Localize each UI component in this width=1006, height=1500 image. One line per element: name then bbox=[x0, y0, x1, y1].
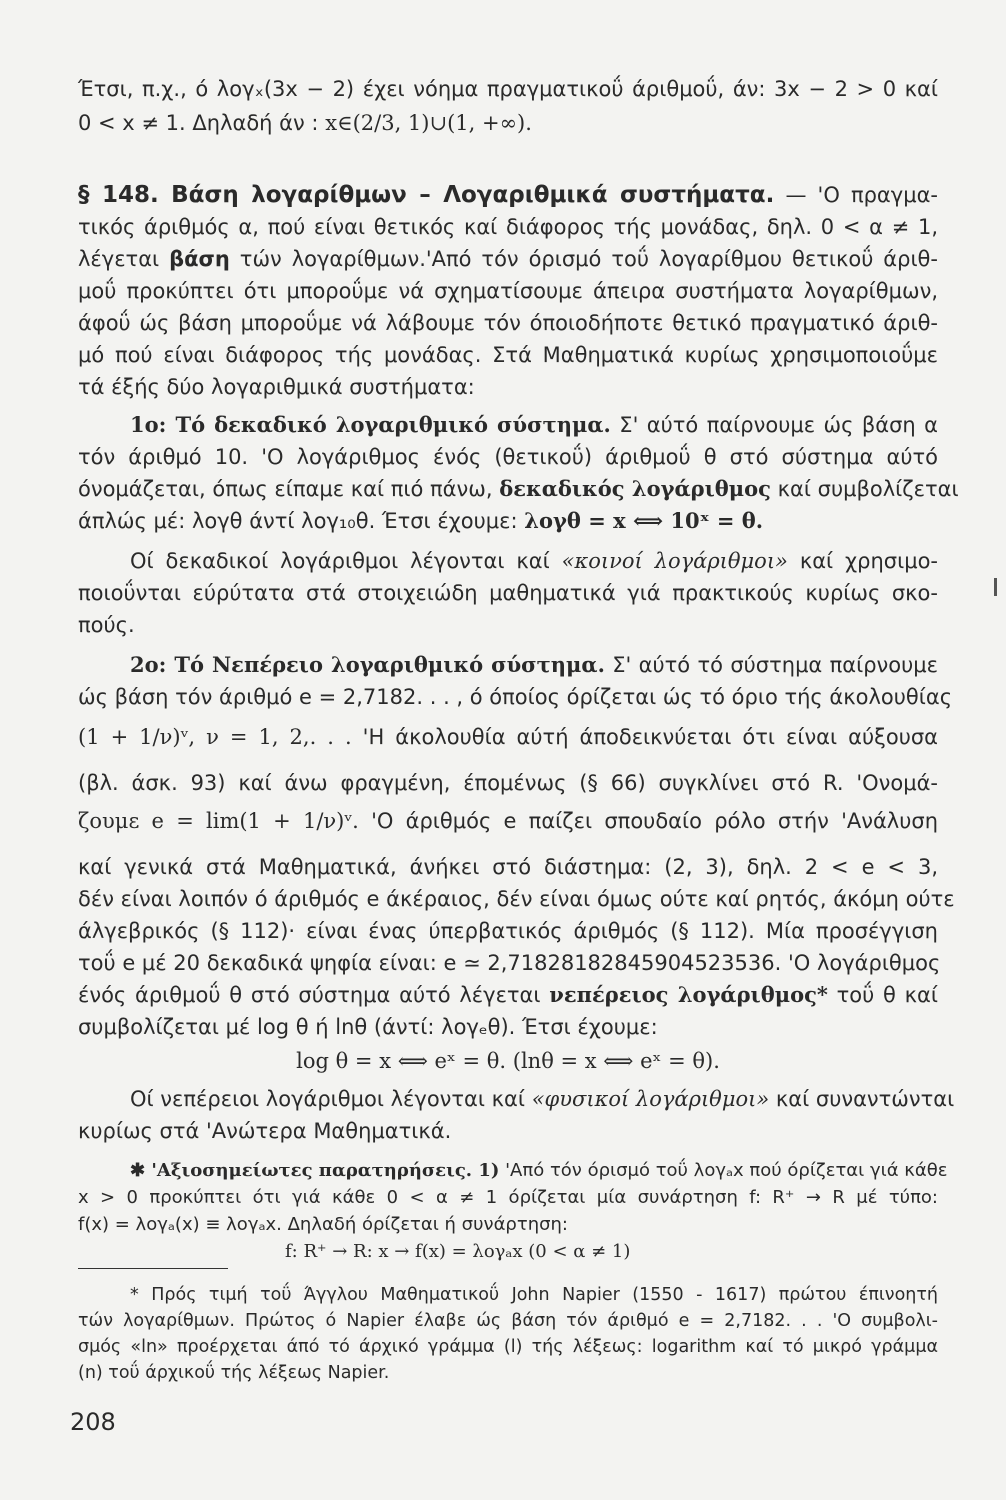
text-line-19 bbox=[78, 722, 938, 752]
term-decimal-log: δεκαδικός λογάριθμος bbox=[499, 476, 771, 501]
term-napier-log: νεπέρειος λογάριθμος* bbox=[549, 982, 828, 1007]
text-line-8: μό πού είναι διάφορος τής μονάδας. Στά Μαθηματικά κυρίως χρησιμοποιοΰμε bbox=[78, 343, 938, 367]
text-line-29a: Οί νεπέρειοι λογάριθμοι λέγονται καί bbox=[130, 1087, 526, 1111]
footnote-line-2: τών λογαρίθμων. Πρώτος ό Napier έλαβε ώς βάση τόν άριθμό e = 2,7182. . . 'Ο συμβολι- bbox=[78, 1311, 938, 1331]
footnote-rule bbox=[78, 1268, 228, 1269]
term-natural-log: «φυσικοί λογάριθμοι» bbox=[531, 1087, 770, 1111]
formula-function: f: R⁺ → R: x → f(x) = λογₐx (0 < α ≠ 1) bbox=[285, 1241, 631, 1262]
term-base: βάση bbox=[169, 247, 230, 271]
decimal-system-tail: Σ' αύτό παίρνουμε ώς βάση α bbox=[619, 413, 938, 437]
text-line-22: καί γενικά στά Μαθηματικά, άνήκει στό διάστημα: (2, 3), δηλ. 2 < e < 3, bbox=[78, 855, 938, 879]
remarks-line-1b: 'Από τόν όρισμό τοΰ λογₐx πού όρίζεται γιά κάθε bbox=[505, 1160, 948, 1181]
text-line-24: άλγεβρικός (§ 112)· είναι ένας ύπερβατικός άριθμός (§ 112). Μία προσέγγιση bbox=[78, 919, 938, 943]
text-line-19b: 'Η άκολουθία αύτή άποδεικνύεται ότι είναι αύξουσα bbox=[362, 725, 939, 749]
page-number: 208 bbox=[70, 1408, 116, 1436]
formula-decimal-log: λογθ = x ⟺ 10ˣ = θ. bbox=[524, 508, 764, 533]
text-line-11: τόν άριθμό 10. 'Ο λογάριθμος ένός (θετικοΰ) άριθμοΰ θ στό σύστημα αύτό bbox=[78, 445, 938, 469]
footnote-line-1: * Πρός τιμή τοΰ Άγγλου Μαθηματικοΰ John Napier (1550 - 1617) πρώτου έπινοητή bbox=[130, 1285, 938, 1305]
text-line-1: Έτσι, π.χ., ό λογₓ(3x − 2) έχει νόημα πραγματικοΰ άριθμοΰ, άν: 3x − 2 > 0 καί bbox=[78, 77, 938, 101]
decimal-system-heading: 1ο: Τό δεκαδικό λογαριθμικό σύστημα. bbox=[130, 412, 611, 437]
text-line-5 bbox=[78, 244, 938, 274]
text-line-9: τά έξής δύο λογαριθμικά συστήματα: bbox=[78, 375, 475, 399]
text-line-29b: καί συναντώνται bbox=[775, 1087, 955, 1111]
text-line-13 bbox=[78, 506, 938, 536]
text-line-29 bbox=[130, 1084, 955, 1114]
text-line-23: δέν είναι λοιπόν ό άριθμός e άκέραιος, δέν είναι όμως ούτε καί ρητός, άκόμη ούτε bbox=[78, 887, 955, 911]
term-common-log: «κοινοί λογάριθμοι» bbox=[561, 549, 788, 573]
text-line-12a: όνομάζεται, όπως είπαμε καί πιό πάνω, bbox=[78, 477, 493, 501]
text-line-7: άφοΰ ώς βάση μποροΰμε νά λάβουμε τόν όποιοδήποτε θετικό πραγματικό άριθ- bbox=[78, 311, 938, 335]
text-line-30: κυρίως στά 'Ανώτερα Μαθηματικά. bbox=[78, 1119, 452, 1143]
text-line-14b: καί χρησιμο- bbox=[799, 549, 938, 573]
text-line-26a: ένός άριθμοΰ θ στό σύστημα αύτό λέγεται bbox=[78, 983, 541, 1007]
text-line-2 bbox=[78, 108, 938, 138]
text-line-18: ώς βάση τόν άριθμό e = 2,7182. . . , ό όποίος όρίζεται ώς τό όριο τής άκολουθίας bbox=[78, 685, 953, 709]
text-line-12b: καί συμβολίζεται bbox=[777, 477, 959, 501]
napier-system-line bbox=[130, 650, 938, 680]
remarks-line-2: x > 0 προκύπτει ότι γιά κάθε 0 < α ≠ 1 όρίζεται μία συνάρτηση f: R⁺ → R μέ τύπο: bbox=[78, 1187, 938, 1208]
text-line-27: συμβολίζεται μέ log θ ή lnθ (άντί: λογₑθ). Έτσι έχουμε: bbox=[78, 1015, 658, 1039]
decimal-system-line bbox=[130, 410, 938, 440]
footnote-line-3: σμός «ln» προέρχεται άπό τό άρχικό γράμμα (l) τής λέξεως: logarithm καί τό μικρό γράμμα bbox=[78, 1337, 938, 1357]
text-line-25: τοΰ e μέ 20 δεκαδικά ψηφία είναι: e ≃ 2,71828182845904523536. 'Ο λογάριθμος bbox=[78, 951, 941, 975]
napier-system-heading: 2ο: Τό Νεπέρειο λογαριθμικό σύστημα. bbox=[130, 652, 605, 677]
footnote-line-4: (n) τοΰ άρχικοΰ τής λέξεως Napier. bbox=[78, 1363, 390, 1383]
formula-sequence: (1 + 1/ν)ᵛ, ν = 1, 2,. . . bbox=[78, 725, 352, 749]
text-line-6: μοΰ προκύπτει ότι μποροΰμε νά σχηματίσουμε άπειρα συστήματα λογαρίθμων, bbox=[78, 279, 938, 303]
section-heading: § 148. Βάση λογαρίθμων – Λογαριθμικά συστήματα. bbox=[78, 182, 775, 208]
text-line-13a: άπλώς μέ: λογθ άντί λογ₁₀θ. Έτσι έχουμε: bbox=[78, 509, 518, 533]
text-line-21b: 'Ο άριθμός e παίζει σπουδαίο ρόλο στήν 'Ανάλυση bbox=[371, 809, 938, 833]
text-line-20: (βλ. άσκ. 93) καί άνω φραγμένη, έπομένως (§ 66) συγκλίνει στό R. 'Ονομά- bbox=[78, 771, 938, 795]
text-line-21 bbox=[78, 806, 938, 836]
text-line-5a: λέγεται bbox=[78, 247, 160, 271]
text-line-12 bbox=[78, 474, 959, 504]
napier-system-tail: Σ' αύτό τό σύστημα παίρνουμε bbox=[612, 653, 938, 677]
text-line-2a: 0 < x ≠ 1. Δηλαδή άν : bbox=[78, 111, 319, 135]
text-line-16: πούς. bbox=[78, 613, 135, 637]
text-line-26 bbox=[78, 980, 938, 1010]
remarks-line-1 bbox=[130, 1156, 948, 1186]
text-line-14a: Οί δεκαδικοί λογάριθμοι λέγονται καί bbox=[130, 549, 550, 573]
text-line-4: τικός άριθμός α, πού είναι θετικός καί διάφορος τής μονάδας, δηλ. 0 < α ≠ 1, bbox=[78, 215, 938, 239]
text-line-14 bbox=[130, 546, 938, 576]
margin-mark bbox=[994, 578, 997, 596]
formula-limit: ζουμε e = lim(1 + 1/ν)ᵛ. bbox=[78, 809, 359, 833]
section-heading-tail: — 'Ο πραγμα- bbox=[785, 183, 938, 207]
remarks-line-3: f(x) = λογₐ(x) ≡ λογₐx. Δηλαδή όρίζεται ή συνάρτηση: bbox=[78, 1214, 568, 1235]
text-line-15: ποιοΰνται εύρύτατα στά στοιχειώδη μαθηματικά γιά πρακτικούς κυρίως σκο- bbox=[78, 581, 938, 605]
text-line-26b: τοΰ θ καί bbox=[836, 983, 938, 1007]
section-heading-line bbox=[78, 180, 938, 210]
text-line-5b: τών λογαρίθμων.'Από τόν όρισμό τοΰ λογαρίθμου θετικοΰ άριθ- bbox=[239, 247, 938, 271]
formula-interval: x∈(2/3, 1)∪(1, +∞). bbox=[325, 111, 532, 135]
formula-natural-log: log θ = x ⟺ eˣ = θ. (lnθ = x ⟺ eˣ = θ). bbox=[296, 1049, 720, 1073]
remarks-heading: ✱ 'Αξιοσημείωτες παρατηρήσεις. 1) bbox=[130, 1160, 500, 1181]
